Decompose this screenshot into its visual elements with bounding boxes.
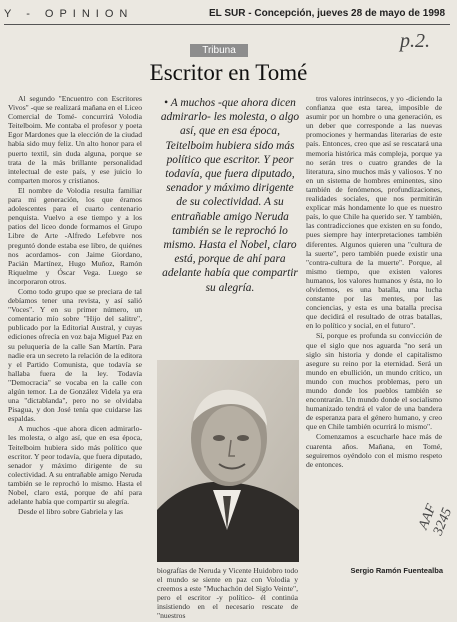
paragraph: El nombre de Volodia resulta familiar para mi generación, los que éramos adolescentes para el cuarto centenario penquista. Vuelvo a ese tiempo y a los patios del liceo donde formamos el Grupo Libre de Arte -Alfredo Lefebvre nos preguntó donde estaba ese libro, de quiénes nos acordamos- con Jaime Giordano, Pacián Martínez, Hugo Muñoz, Ramón Riquelme y Óscar Vega. Luego se incorporaron otros. <box>8 185 142 286</box>
article-column-left <box>8 94 142 517</box>
paragraph: Al segundo "Encuentro con Escritores Vivos" -que se realizará mañana en el Liceo Comercial de Tomé- concurrirá Volodia Teitelboim. Me contaba el profesor y poeta Egor Mardones que la elección de la ciudad había sido muy feliz. Un alto honor para el puerto textil, sin duda alguna, porque se trata de la más brillante personalidad intelectual de este país, y ese juicio lo comparten moros y cristianos. <box>8 94 142 185</box>
section-label: Y - OPINION <box>4 8 134 20</box>
header-rule <box>4 24 450 25</box>
paragraph: Comenzamos a escucharle hace más de cuarenta años. Mañana, en Tomé, seguiremos oyéndolo con el mismo respeto de entonces. <box>306 432 442 469</box>
pull-quote <box>160 96 300 295</box>
paragraph: biografías de Neruda y Vicente Huidobro todo el mundo se siente en paz con Volodia y creemos a este "Muchachón del Siglo Veinte", pero el escritor -y político- él continúa insistiendo en el necesario rescate de "nuestros <box>157 566 298 621</box>
article-title: Escritor en Tomé <box>149 60 308 85</box>
paragraph: tros valores intrínsecos, y yo -diciendo la confianza que esta tarea, imposible de asumir por un hombre o una generación, es un deber que corresponde a las nuevas promociones y hermandas literarias de este país. Entonces, creo que así se rescatará una memoria histórica más compleja, porque ya no serán tres o cuatro grandes de la literatura, sino muchos más y valiosos. Y no en un sistema de hombres eminentes, sino también de fenómenos, profundizaciones, realidades sociales, que nos permitirán explicar más hondamente lo que es nuestro país, lo que Chile ha querido ser. Y también, las contradicciones que existen en su fondo, pues siempre hay interpretaciones también diferentes. Algunos quieren una "cultura de la suerte", pero también puede existir una "contra-cultura de la muerte". Porque, al mismo tiempo, que existen valores humanos, los valores humanos y ésta, no lo olvidemos, es una batalla, una lucha constante por las mentes, por las conciencias, y esta es una batalla precisa que decidirá el resultado de otras batallas, en lo político y social, en el futuro". <box>306 94 442 331</box>
article-column-middle <box>157 566 298 622</box>
paragraph: Como todo grupo que se preciara de tal debíamos tener una revista, y así salió "Voces". Y en su primer número, un comentario mío sobre "Hijo del salitre", publicado por la Editorial Austral, y cuyas ediciones ofrecía en voz baja Miguel Paz en su peluquería de la calle San Martín. Para nadie era un secreto la relación de la editora y el Partido Comunista, que todavía se hallaba fuera de la ley. Todavía "Democracia" se vocaba en la calle con algún temor. La de González Videla ya era una "dictablanda", pero no se olvidaba Pisagua, y don José tenía que cuidarse las espaldas. <box>8 286 142 424</box>
author-byline: Sergio Ramón Fuentealba <box>350 566 443 575</box>
paragraph: Sí, porque es profunda su convicción de que el siglo que nos aguarda "no será un siglo sin historia y donde el capitalismo asegure su reino por la eternidad. Será un mundo en ebullición, un mundo crítico, un mundo con muchos problemas, pero un mundo donde los pueblos también se encontrarán. Un mundo donde el socialismo humanizado tendrá el valor de una bandera de esperanza para el género humano, y creo que en Chile también ocurrirá lo mismo". <box>306 331 442 432</box>
author-photo <box>157 360 299 562</box>
pull-quote-text: A muchos -que ahora dicen admirarlo- les molesta, o algo así, que en esa época, Teitelboim hubiera sido más político que escritor. Y peor todavía, que fuera diputado, senador y máximo dirigente de su colectividad. A su entrañable amigo Neruda también se le reprochó lo mismo. Hasta el Nobel, claro está, porque de ahí para adelante había que compartir su alegría. <box>160 97 300 294</box>
column-tag: Tribuna <box>190 44 248 57</box>
page-header <box>0 8 457 28</box>
archive-stamp: AAF 3245 <box>416 502 456 538</box>
bullet-icon: • <box>164 97 169 109</box>
handwritten-page-mark: p.2. <box>400 30 430 52</box>
paragraph: A muchos -que ahora dicen admirarlo- les molesta, o algo así, que en esa época, Teitelboim hubiera sido más político que escritor. Y peor todavía, que fuera diputado, senador y máximo dirigente de su colectividad. A su entrañable amigo Neruda también se le reprochó lo mismo. Hasta el Nobel, claro está, porque de ahí para adelante había que compartir su alegría. <box>8 424 142 507</box>
paragraph: Desde el libro sobre Gabriela y las <box>18 507 124 517</box>
masthead: EL SUR - Concepción, jueves 28 de mayo de 1998 <box>208 8 445 19</box>
portrait-image <box>157 360 299 562</box>
article-column-right <box>306 94 442 470</box>
